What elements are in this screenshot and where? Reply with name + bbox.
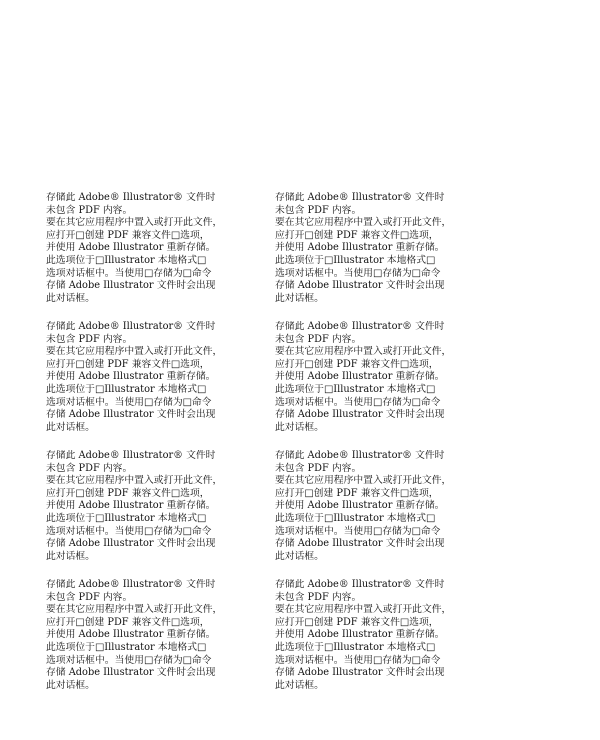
notice-line: 此对话框。 (46, 679, 95, 691)
notice-line: 选项对话框中。当使用□存储为□命令 (275, 654, 441, 666)
notice-line: 此对话框。 (275, 421, 324, 433)
notice-line: 应打开□创建 PDF 兼容文件□选项， (46, 487, 210, 499)
notice-line: 此选项位于□Illustrator 本地格式□ (46, 512, 207, 524)
notice-line: 未包含 PDF 内容。 (275, 333, 362, 345)
notice-line: 选项对话框中。当使用□存储为□命令 (275, 396, 441, 408)
notice-block (275, 450, 504, 579)
notice-line: 并使用 Adobe Illustrator 重新存储。 (275, 371, 445, 383)
notice-line: 选项对话框中。当使用□存储为□命令 (275, 525, 441, 537)
notice-line: 应打开□创建 PDF 兼容文件□选项， (275, 616, 439, 628)
notice-block (46, 321, 275, 450)
notice-line: 此选项位于□Illustrator 本地格式□ (46, 254, 207, 266)
notice-line: 要在其它应用程序中置入或打开此文件， (275, 475, 452, 487)
notice-line: 要在其它应用程序中置入或打开此文件， (275, 604, 452, 616)
notice-line: 未包含 PDF 内容。 (46, 462, 133, 474)
notice-line: 存储此 Adobe® Illustrator® 文件时 (275, 192, 445, 203)
notice-line: 未包含 PDF 内容。 (46, 591, 133, 603)
notice-line: 存储 Adobe Illustrator 文件时会出现 (46, 538, 216, 550)
notice-block (275, 579, 504, 708)
notice-line: 此对话框。 (46, 292, 95, 304)
notice-line: 此选项位于□Illustrator 本地格式□ (275, 383, 436, 395)
notice-line: 未包含 PDF 内容。 (275, 204, 362, 216)
notice-line: 应打开□创建 PDF 兼容文件□选项， (275, 229, 439, 241)
notice-line: 并使用 Adobe Illustrator 重新存储。 (275, 500, 445, 512)
notice-line: 存储此 Adobe® Illustrator® 文件时 (275, 579, 445, 590)
notice-line: 此对话框。 (46, 550, 95, 562)
notice-line: 要在其它应用程序中置入或打开此文件， (46, 217, 223, 229)
notice-line: 存储此 Adobe® Illustrator® 文件时 (46, 450, 216, 461)
notice-line: 存储 Adobe Illustrator 文件时会出现 (275, 280, 445, 292)
notice-line: 此对话框。 (275, 679, 324, 691)
notice-line: 要在其它应用程序中置入或打开此文件， (275, 346, 452, 358)
notice-line: 存储 Adobe Illustrator 文件时会出现 (46, 667, 216, 679)
notice-line: 并使用 Adobe Illustrator 重新存储。 (46, 500, 216, 512)
notice-line: 并使用 Adobe Illustrator 重新存储。 (46, 242, 216, 254)
notice-line: 未包含 PDF 内容。 (46, 333, 133, 345)
notice-line: 未包含 PDF 内容。 (46, 204, 133, 216)
notice-line: 存储此 Adobe® Illustrator® 文件时 (275, 321, 445, 332)
notice-block (275, 321, 504, 450)
notice-line: 存储 Adobe Illustrator 文件时会出现 (46, 409, 216, 421)
notice-line: 要在其它应用程序中置入或打开此文件， (275, 217, 452, 229)
notice-line: 要在其它应用程序中置入或打开此文件， (46, 475, 223, 487)
notice-line: 选项对话框中。当使用□存储为□命令 (46, 525, 212, 537)
notice-line: 并使用 Adobe Illustrator 重新存储。 (275, 242, 445, 254)
notice-line: 未包含 PDF 内容。 (275, 462, 362, 474)
notice-line: 应打开□创建 PDF 兼容文件□选项， (275, 358, 439, 370)
notice-line: 存储 Adobe Illustrator 文件时会出现 (275, 538, 445, 550)
notice-line: 此对话框。 (46, 421, 95, 433)
notice-block (46, 192, 275, 321)
notice-line: 存储此 Adobe® Illustrator® 文件时 (46, 321, 216, 332)
notice-line: 此对话框。 (275, 550, 324, 562)
notice-block (46, 450, 275, 579)
notice-line: 存储此 Adobe® Illustrator® 文件时 (275, 450, 445, 461)
notice-line: 要在其它应用程序中置入或打开此文件， (46, 604, 223, 616)
notice-block (46, 579, 275, 708)
notice-line: 应打开□创建 PDF 兼容文件□选项， (46, 358, 210, 370)
notice-line: 选项对话框中。当使用□存储为□命令 (46, 267, 212, 279)
notice-line: 并使用 Adobe Illustrator 重新存储。 (275, 629, 445, 641)
notice-line: 此选项位于□Illustrator 本地格式□ (46, 383, 207, 395)
notice-line: 此选项位于□Illustrator 本地格式□ (46, 641, 207, 653)
notice-line: 应打开□创建 PDF 兼容文件□选项， (275, 487, 439, 499)
notice-grid (46, 192, 566, 708)
notice-line: 并使用 Adobe Illustrator 重新存储。 (46, 629, 216, 641)
notice-line: 选项对话框中。当使用□存储为□命令 (275, 267, 441, 279)
notice-line: 选项对话框中。当使用□存储为□命令 (46, 396, 212, 408)
notice-line: 存储 Adobe Illustrator 文件时会出现 (275, 409, 445, 421)
notice-line: 存储 Adobe Illustrator 文件时会出现 (275, 667, 445, 679)
notice-line: 存储此 Adobe® Illustrator® 文件时 (46, 192, 216, 203)
notice-line: 并使用 Adobe Illustrator 重新存储。 (46, 371, 216, 383)
notice-line: 要在其它应用程序中置入或打开此文件， (46, 346, 223, 358)
notice-line: 未包含 PDF 内容。 (275, 591, 362, 603)
notice-line: 存储此 Adobe® Illustrator® 文件时 (46, 579, 216, 590)
notice-line: 此选项位于□Illustrator 本地格式□ (275, 254, 436, 266)
notice-line: 应打开□创建 PDF 兼容文件□选项， (46, 229, 210, 241)
notice-line: 选项对话框中。当使用□存储为□命令 (46, 654, 212, 666)
notice-line: 此选项位于□Illustrator 本地格式□ (275, 641, 436, 653)
notice-line: 此对话框。 (275, 292, 324, 304)
notice-line: 应打开□创建 PDF 兼容文件□选项， (46, 616, 210, 628)
notice-line: 存储 Adobe Illustrator 文件时会出现 (46, 280, 216, 292)
notice-line: 此选项位于□Illustrator 本地格式□ (275, 512, 436, 524)
notice-block (275, 192, 504, 321)
